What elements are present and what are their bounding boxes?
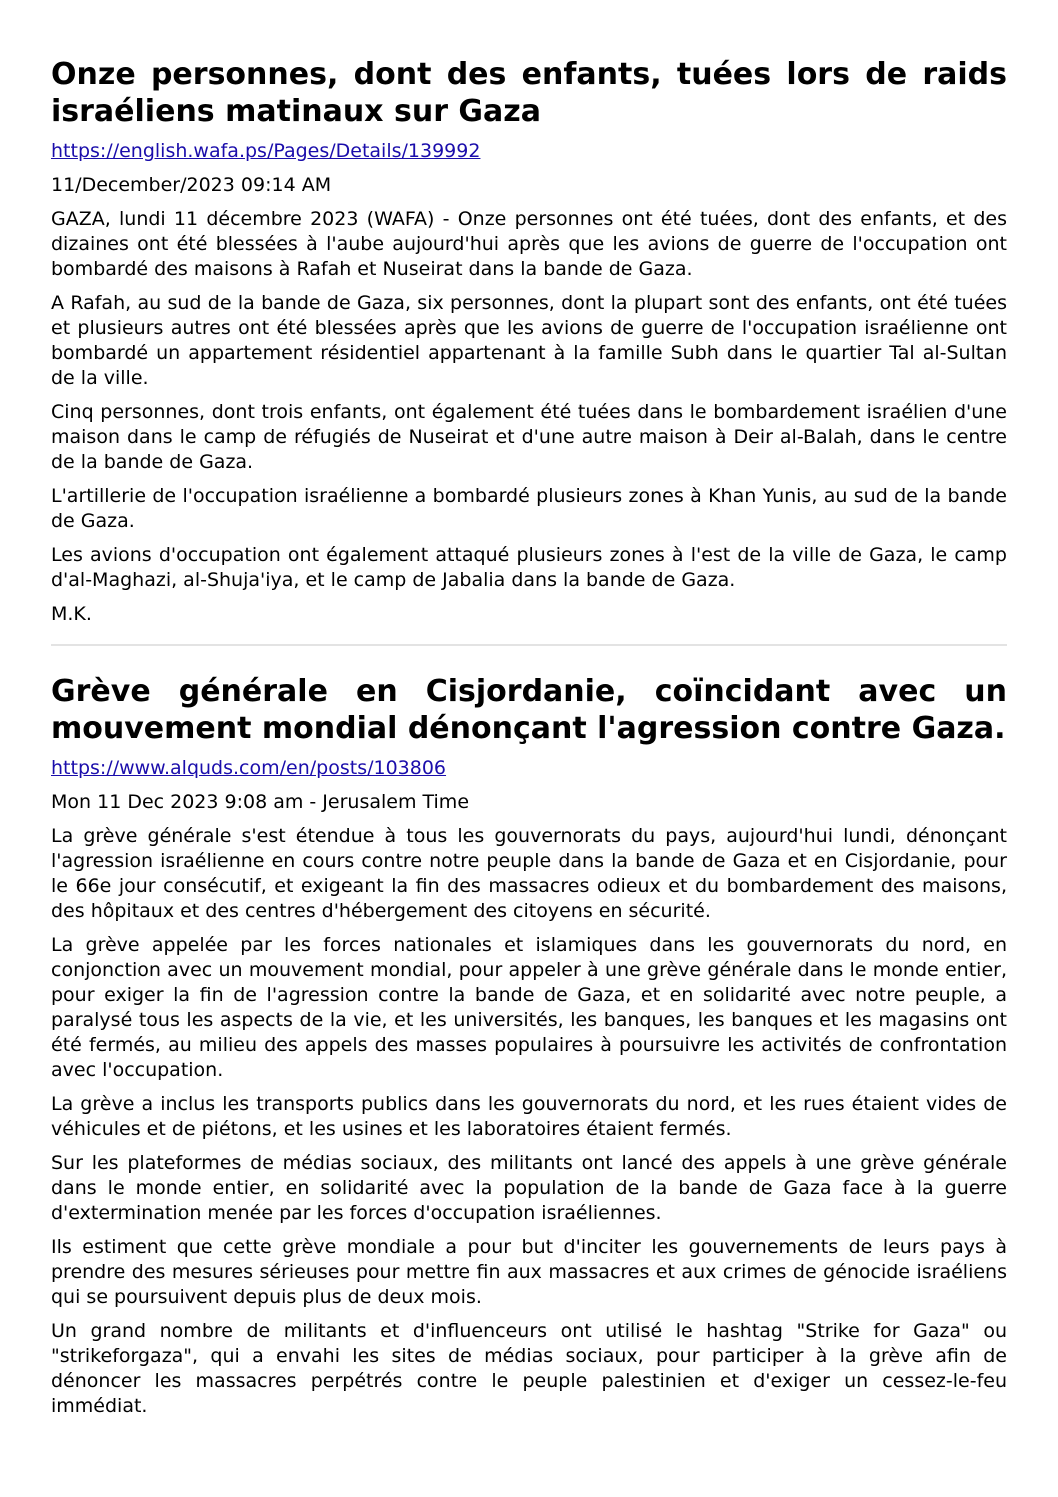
document-page xyxy=(51,56,1007,1419)
article-paragraph: La grève appelée par les forces nationales et islamiques dans les gouvernorats du nord, en conjonction avec un mouvement mondial, pour appeler à une grève générale dans le monde entier, pour exiger la fin de l'agression contre la bande de Gaza, et en solidarité avec notre peuple, a paralysé tous les aspects de la vie, et les universités, les banques, les banques et les magasins ont été fermés, au milieu des appels des masses populaires à poursuivre les activités de confrontation avec l'occupation. xyxy=(51,934,1007,1081)
article-paragraph: La grève a inclus les transports publics dans les gouvernorats du nord, et les rues étaient vides de véhicules et de piétons, et les usines et les laboratoires étaient fermés. xyxy=(51,1093,1007,1140)
article-divider xyxy=(51,644,1007,646)
article-paragraph: GAZA, lundi 11 décembre 2023 (WAFA) - Onze personnes ont été tuées, dont des enfants, et des dizaines ont été blessées à l'aube aujourd'hui après que les avions de guerre de l'occupation ont bombardé des maisons à Rafah et Nuseirat dans la bande de Gaza. xyxy=(51,208,1007,280)
article-paragraph: Cinq personnes, dont trois enfants, ont également été tuées dans le bombardement israélien d'une maison dans le camp de réfugiés de Nuseirat et d'une autre maison à Deir al-Balah, dans le centre de la bande de Gaza. xyxy=(51,401,1007,473)
article-wafa xyxy=(51,56,1007,627)
article-paragraph: L'artillerie de l'occupation israélienne a bombardé plusieurs zones à Khan Yunis, au sud de la bande de Gaza. xyxy=(51,485,1007,532)
article-source-link[interactable]: https://www.alquds.com/en/posts/103806 xyxy=(51,757,447,779)
article-date: Mon 11 Dec 2023 9:08 am - Jerusalem Time xyxy=(51,791,470,813)
article-paragraph: A Rafah, au sud de la bande de Gaza, six personnes, dont la plupart sont des enfants, ont été tuées et plusieurs autres ont été blessées après que les avions de guerre de l'occupation israélienne ont bombardé un appartement résidentiel appartenant à la famille Subh dans le quartier Tal al-Sultan de la ville. xyxy=(51,292,1007,389)
article-paragraph: Un grand nombre de militants et d'influenceurs ont utilisé le hashtag "Strike for Gaza" ou "strikeforgaza", qui a envahi les sites de médias sociaux, pour participer à la grève afin de dénoncer les massacres perpétrés contre le peuple palestinien et d'exiger un cessez-le-feu immédiat. xyxy=(51,1320,1007,1417)
article-paragraph: Ils estiment que cette grève mondiale a pour but d'inciter les gouvernements de leurs pays à prendre des mesures sérieuses pour mettre fin aux massacres et aux crimes de génocide israéliens qui se poursuivent depuis plus de deux mois. xyxy=(51,1236,1007,1308)
article-paragraph: Sur les plateformes de médias sociaux, des militants ont lancé des appels à une grève générale dans le monde entier, en solidarité avec la population de la bande de Gaza face à la guerre d'extermination menée par les forces d'occupation israéliennes. xyxy=(51,1152,1007,1224)
article-title: Grève générale en Cisjordanie, coïncidant avec un mouvement mondial dénonçant l'agression contre Gaza. xyxy=(51,674,1007,746)
article-paragraph: La grève générale s'est étendue à tous les gouvernorats du pays, aujourd'hui lundi, dénonçant l'agression israélienne en cours contre notre peuple dans la bande de Gaza et en Cisjordanie, pour le 66e jour consécutif, et exigeant la fin des massacres odieux et du bombardement des maisons, des hôpitaux et des centres d'hébergement des citoyens en sécurité. xyxy=(51,825,1007,922)
article-alquds xyxy=(51,673,1007,1419)
article-date: 11/December/2023 09:14 AM xyxy=(51,174,332,196)
article-signature: M.K. xyxy=(51,603,92,625)
article-paragraph: Les avions d'occupation ont également attaqué plusieurs zones à l'est de la ville de Gaza, le camp d'al-Maghazi, al-Shuja'iya, et le camp de Jabalia dans la bande de Gaza. xyxy=(51,544,1007,591)
article-title: Onze personnes, dont des enfants, tuées lors de raids israéliens matinaux sur Gaza xyxy=(51,57,1007,129)
article-source-link[interactable]: https://english.wafa.ps/Pages/Details/139992 xyxy=(51,140,481,162)
